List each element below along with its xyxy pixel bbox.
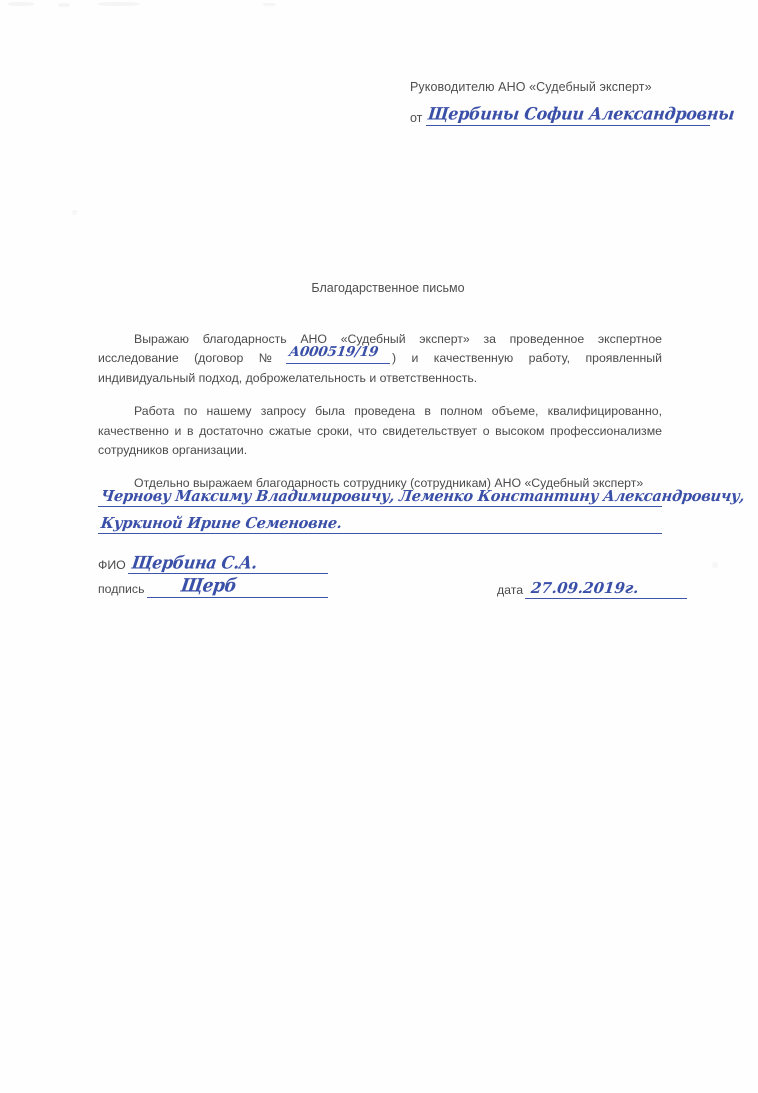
fio-label: ФИО [98, 558, 126, 572]
paragraph-1-part-a: Выражаю благодарность АНО «Судебный эксперт» за проведенное экспертное исследование (договор № [98, 332, 662, 366]
podpis-label: подпись [98, 582, 145, 596]
signature-block [98, 553, 328, 598]
scan-artifact [712, 562, 718, 568]
document-title: Благодарственное письмо [311, 281, 465, 295]
scan-artifact [58, 3, 70, 7]
scan-artifact [262, 3, 276, 6]
fio-blank-line [128, 554, 328, 574]
podpis-blank-line [147, 575, 329, 598]
employee-names-line-1 [98, 485, 746, 507]
scan-artifact [8, 2, 34, 6]
fio-row [98, 553, 328, 574]
date-row [497, 578, 687, 599]
from-handwritten-name: Щербины Софии Александровны [427, 103, 736, 124]
date-block [497, 578, 687, 599]
addressee-block [410, 80, 736, 126]
podpis-handwritten: Щерб [178, 575, 238, 597]
fio-handwritten: Щербина С.А. [130, 552, 259, 573]
from-label: от [410, 111, 423, 125]
scan-artifact [98, 2, 140, 6]
employee-names-handwritten-2: Куркиной Ирине Семеновне. [99, 514, 343, 533]
date-blank-line [525, 579, 687, 599]
addressee-line: Руководителю АНО «Судебный эксперт» [410, 80, 652, 94]
from-blank-line [426, 103, 736, 126]
employee-names-line-2 [98, 512, 662, 534]
from-row [410, 103, 736, 126]
contract-number-handwritten: А000519/19 [287, 344, 380, 360]
paragraph-3: Отдельно выражаем благодарность сотруднику (сотрудникам) АНО «Судебный эксперт» [134, 476, 644, 491]
employee-names-block [98, 485, 746, 534]
scan-artifact [72, 210, 77, 215]
paragraph-2: Работа по нашему запросу была проведена в полном объеме, квалифицированно, качественно и в достаточно сжатые сроки, что свидетельствует о высоком профессионализме сотрудников организации. [98, 404, 662, 458]
paragraph-1 [98, 330, 662, 388]
date-label: дата [497, 583, 524, 597]
contract-number-blank [286, 344, 390, 364]
paragraph-1-part-b: ) и качественную работу, проявленный индивидуальный подход, доброжелательность и ответственность. [98, 351, 662, 385]
date-handwritten: 27.09.2019г. [530, 579, 640, 597]
employee-names-handwritten-1: Чернову Максиму Владимировичу, Леменко Константину Александровичу, [99, 487, 746, 506]
podpis-row [98, 577, 328, 598]
document-body [98, 330, 662, 494]
